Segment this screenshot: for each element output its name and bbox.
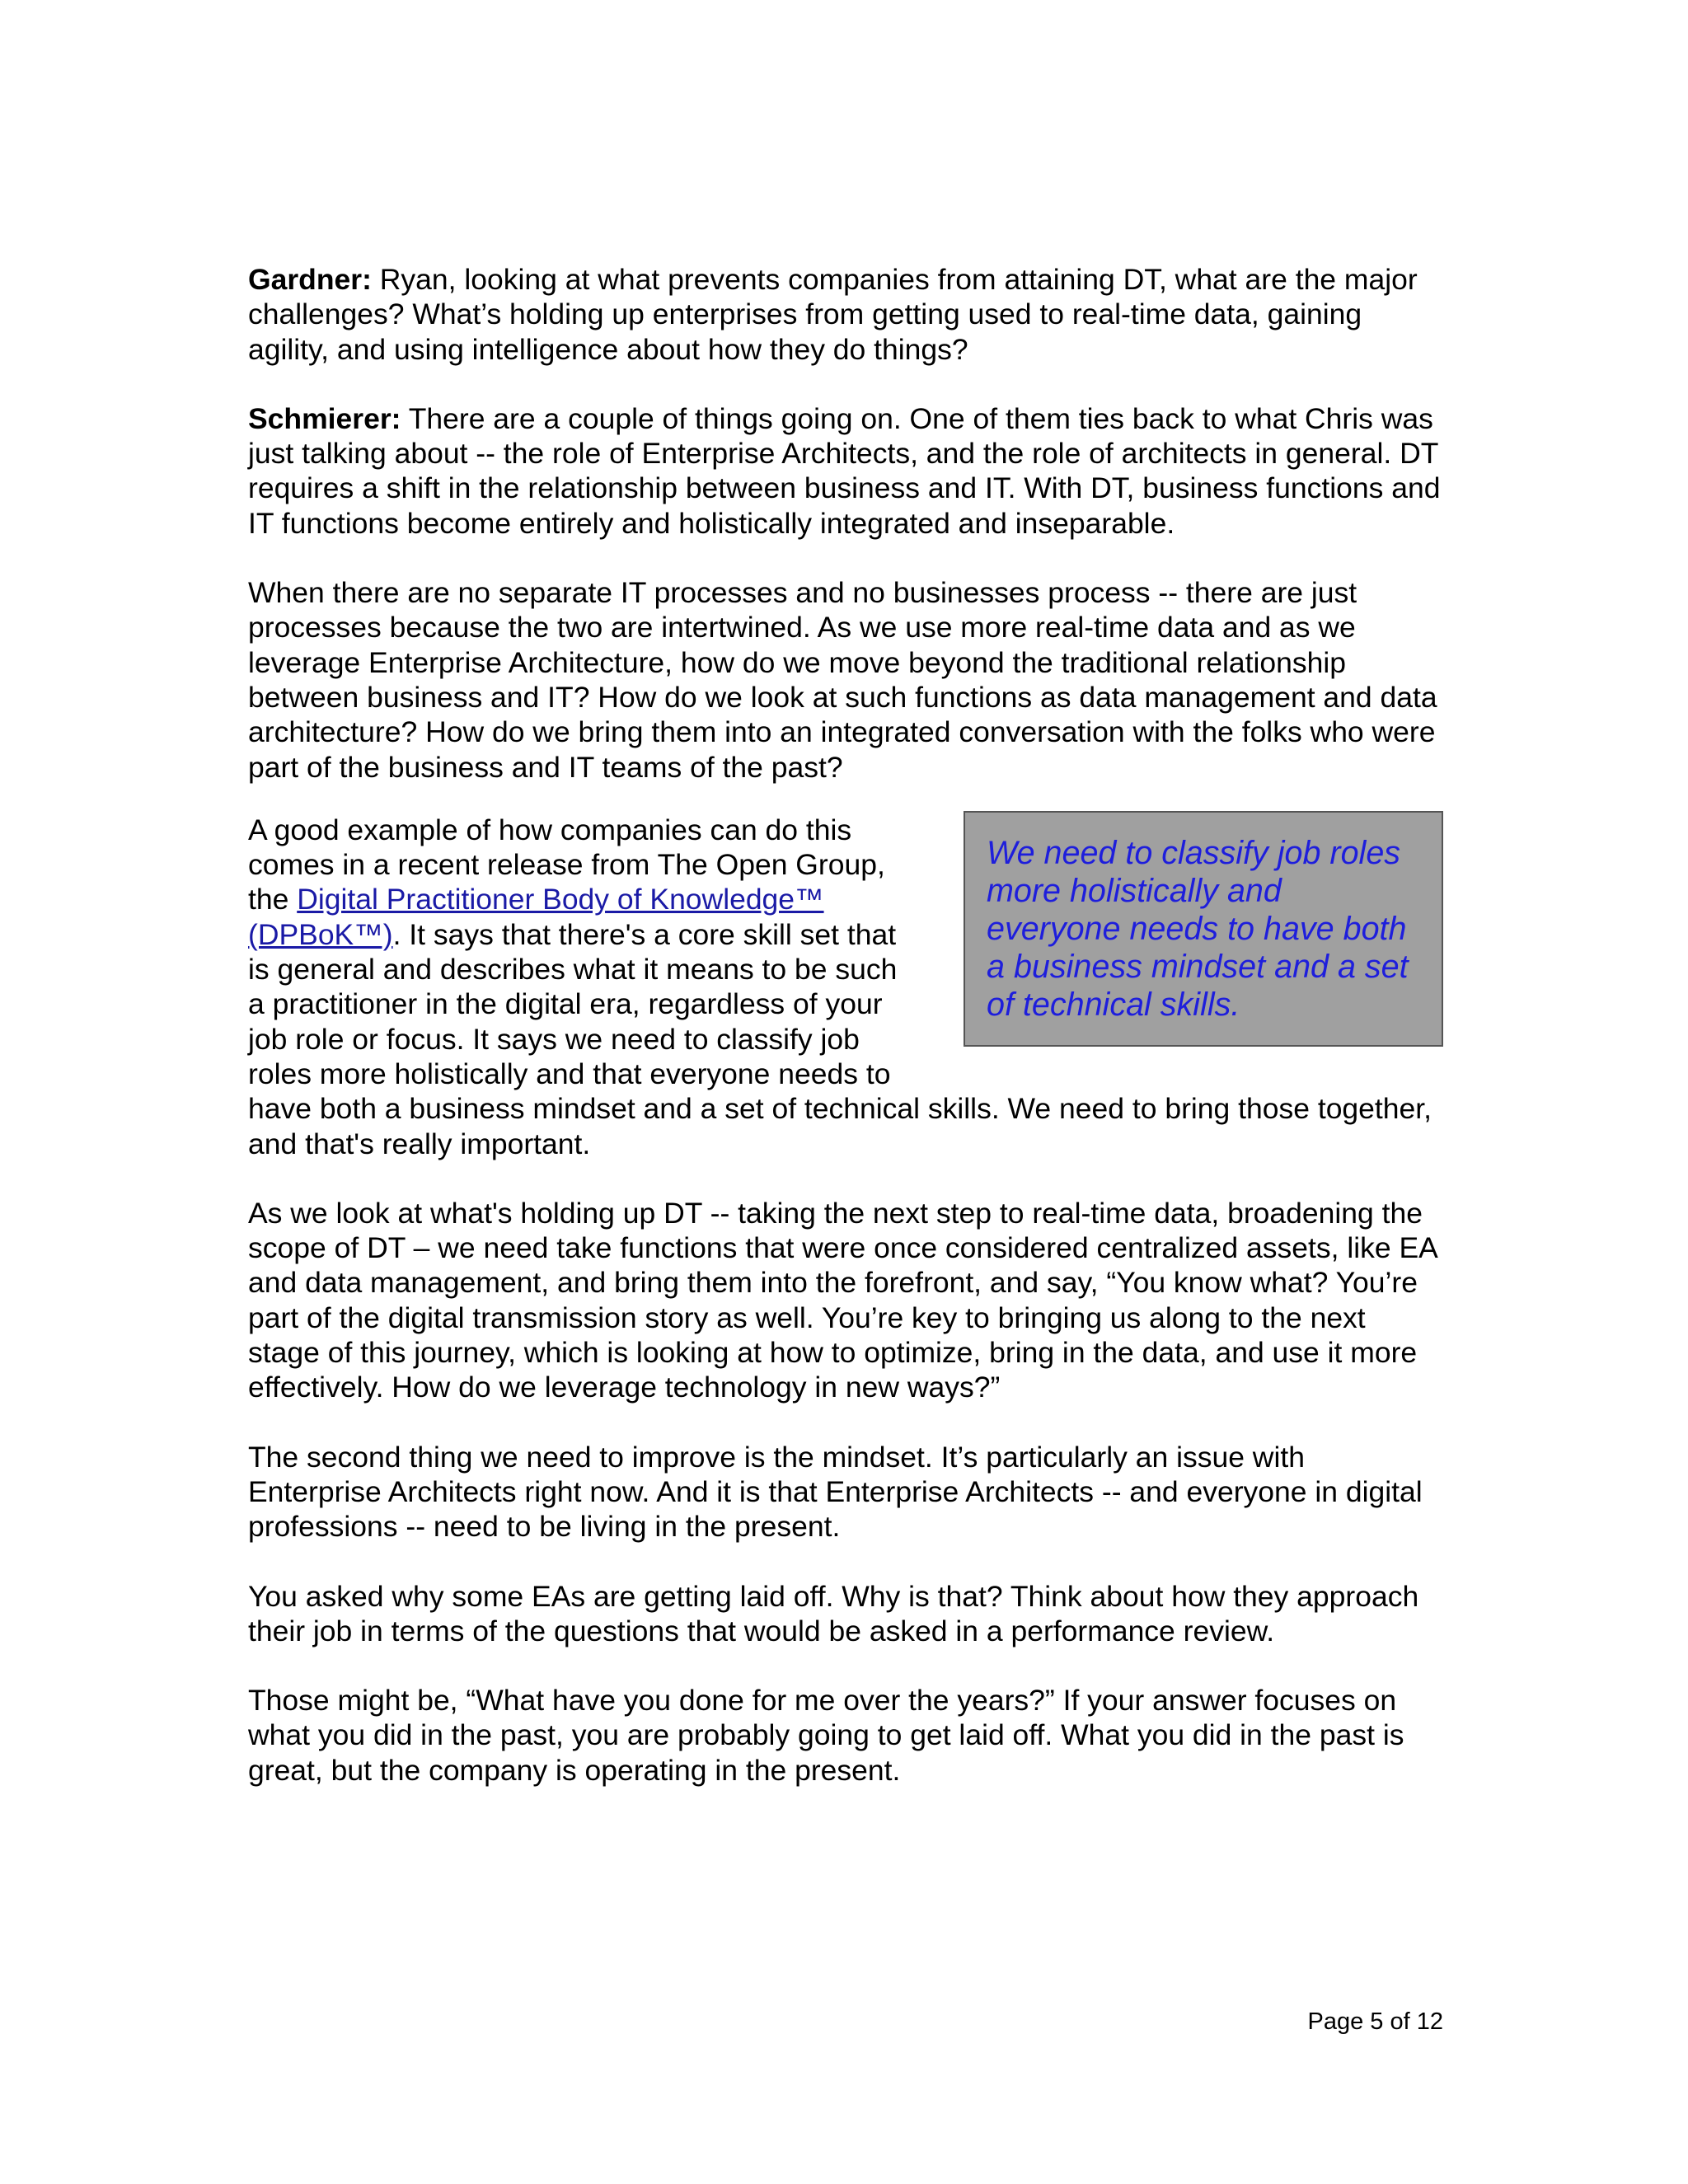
paragraph-text: . It says that there's a core skill set that is general and describes what it means to be such a practitioner in the digital era, regardless of your job role or focus. It says we need to classify job roles more holistically and that everyone needs to have both a business mindset and a set of technical skills. We need to bring those together, and that's really important.: [248, 917, 1432, 1160]
paragraph-dpbok-example: [248, 813, 1443, 1161]
paragraph-schmierer-answer: [248, 401, 1443, 541]
page-number: Page 5 of 12: [1307, 2008, 1443, 2035]
paragraph-text: Ryan, looking at what prevents companies from attaining DT, what are the major challenges? What’s holding up enterprises from getting used to real-time data, gaining agility, and using intelligence about how they do things?: [248, 263, 1418, 366]
paragraph-gardner-question: [248, 262, 1443, 367]
pull-quote: We need to classify job roles more holistically and everyone needs to have both a business mindset and a set of technical skills.: [964, 811, 1443, 1047]
paragraph-text: A good example of how companies can do this comes in a recent release from The Open Group, the: [248, 813, 885, 916]
speaker-name: Gardner:: [248, 263, 372, 296]
page-body: [248, 262, 1443, 1822]
paragraph-holding-up-dt: As we look at what's holding up DT -- taking the next step to real-time data, broadening the scope of DT – we need take functions that were once considered centralized assets, like EA and data management, and bring them into the forefront, and say, “You know what? You’re part of the digital transmission story as well. You’re key to bringing us along to the next stage of this journey, which is looking at how to optimize, bring in the data, and use it more effectively. How do we leverage technology in new ways?”: [248, 1196, 1437, 1404]
paragraph-text: There are a couple of things going on. One of them ties back to what Chris was just talking about -- the role of Enterprise Architects, and the role of architects in general. DT requires a shift in the relationship between business and IT. With DT, business functions and IT functions become entirely and holistically integrated and inseparable.: [248, 401, 1441, 540]
speaker-name: Schmierer:: [248, 401, 401, 435]
dpbok-link[interactable]: Digital Practitioner Body of Knowledge™ (DPBoK™): [248, 883, 824, 951]
paragraph-mindset: The second thing we need to improve is the mindset. It’s particularly an issue with Enterprise Architects right now. And it is that Enterprise Architects -- and everyone in digital professions -- need to be living in the present.: [248, 1440, 1423, 1544]
paragraph-processes: When there are no separate IT processes and no businesses process -- there are just processes because the two are intertwined. As we use more real-time data and as we leverage Enterprise Architecture, how do we move beyond the traditional relationship between business and IT? How do we look at such functions as data management and data architecture? How do we bring them into an integrated conversation with the folks who were part of the business and IT teams of the past?: [248, 576, 1437, 784]
paragraph-performance-review: Those might be, “What have you done for me over the years?” If your answer focuses on what you did in the past, you are probably going to get laid off. What you did in the past is great, but the company is operating in the present.: [248, 1684, 1404, 1787]
paragraph-eas-laid-off: You asked why some EAs are getting laid off. Why is that? Think about how they approach their job in terms of the questions that would be asked in a performance review.: [248, 1579, 1419, 1647]
